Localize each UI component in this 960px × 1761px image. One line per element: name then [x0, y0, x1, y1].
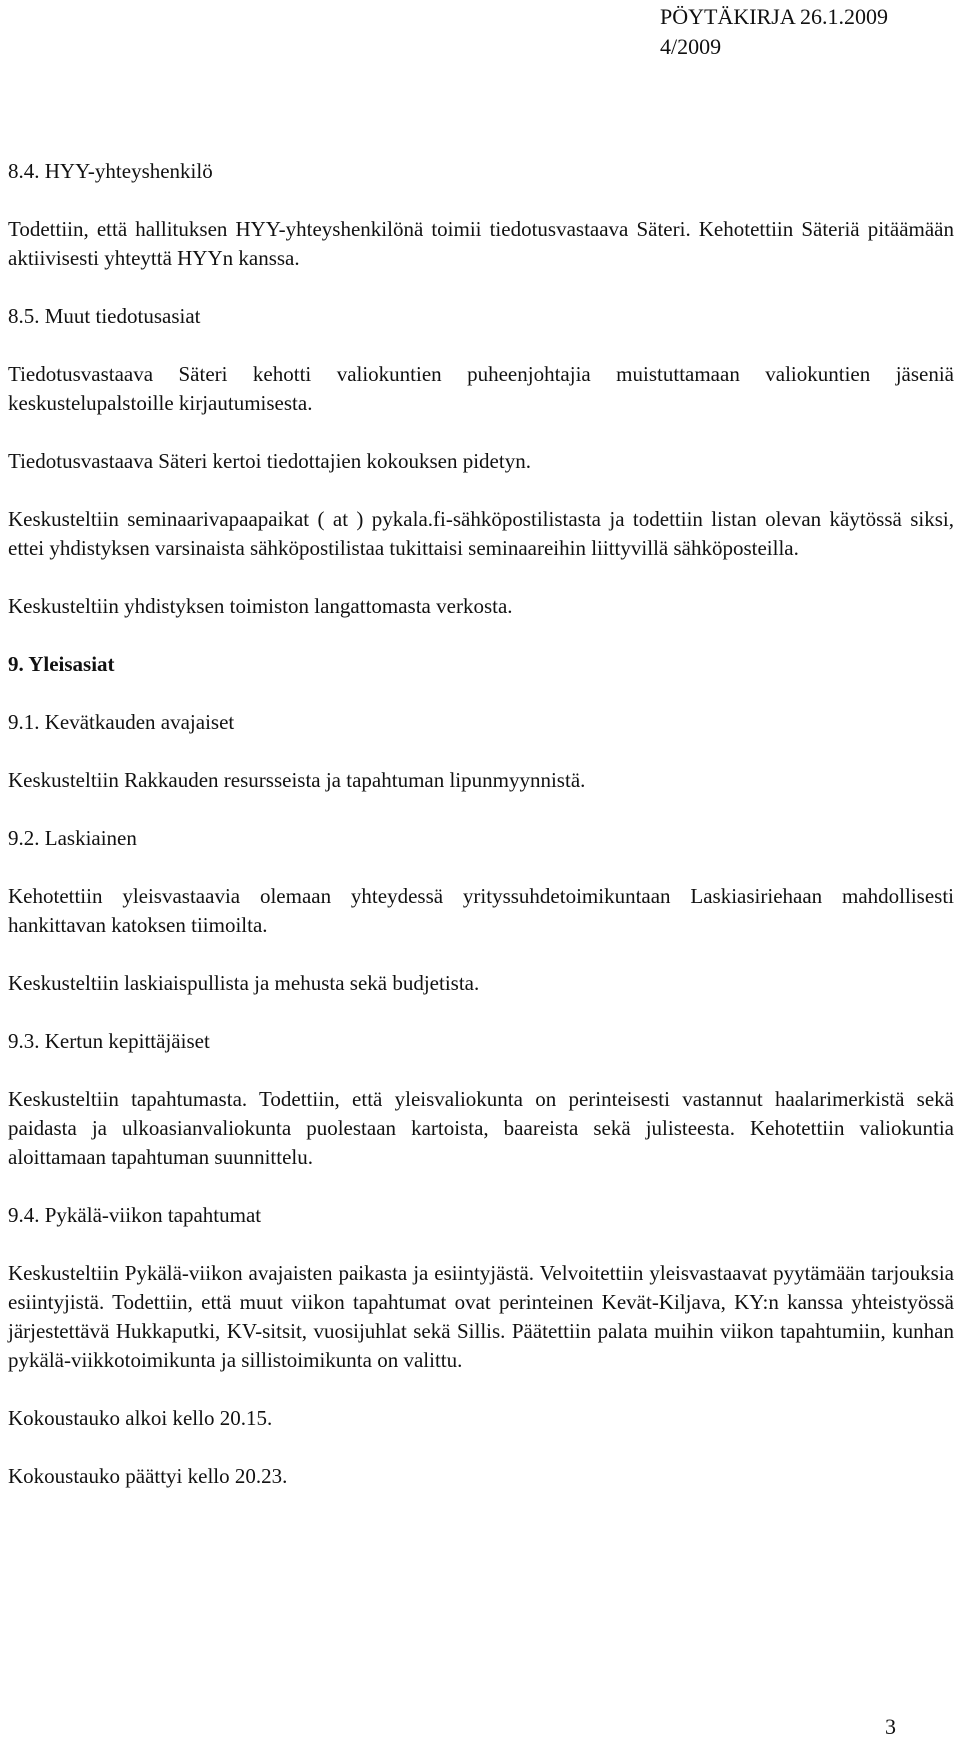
paragraph: Todettiin, että hallituksen HYY-yhteyshenkilönä toimii tiedotusvastaava Säteri. Kehotettiin Säteriä pitäämään aktiivisesti yhteyttä HYYn kanssa. — [8, 217, 954, 270]
paragraph: Tiedotusvastaava Säteri kertoi tiedottajien kokouksen pidetyn. — [8, 449, 531, 473]
header-number: 4/2009 — [660, 34, 722, 59]
paragraph: Tiedotusvastaava Säteri kehotti valiokuntien puheenjohtajia muistuttamaan valiokuntien jäseniä keskustelupalstoille kirjautumisesta. — [8, 362, 954, 415]
paragraph: Keskusteltiin laskiaispullista ja mehusta sekä budjetista. — [8, 971, 480, 995]
section-heading: 9.3. Kertun kepittäjäiset — [8, 1029, 210, 1053]
main-heading: 9. Yleisasiat — [8, 652, 115, 676]
section-heading: 8.4. HYY-yhteyshenkilö — [8, 159, 213, 183]
paragraph: Keskusteltiin Rakkauden resursseista ja tapahtuman lipunmyynnistä. — [8, 768, 586, 792]
document-header — [660, 2, 888, 62]
paragraph: Kehotettiin yleisvastaavia olemaan yhteydessä yrityssuhdetoimikuntaan Laskiasiriehaan mahdollisesti hankittavan katoksen tiimoilta. — [8, 884, 954, 937]
paragraph: Keskusteltiin seminaarivapaapaikat ( at ) pykala.fi-sähköpostilistasta ja todettiin listan olevan käytössä siksi, ettei yhdistyksen varsinaista sähköpostilistaa tukittaisi seminaareihin liittyvillä sähköposteilla. — [8, 507, 954, 560]
paragraph: Keskusteltiin yhdistyksen toimiston langattomasta verkosta. — [8, 594, 513, 618]
page-number: 3 — [885, 1714, 896, 1739]
paragraph: Keskusteltiin Pykälä-viikon avajaisten paikasta ja esiintyjästä. Velvoitettiin yleisvastaavat pyytämään tarjouksia esiintyjistä. Todettiin, että muut viikon tapahtumat ovat perinteinen Kevät-Kiljava, KY:n kanssa yhteistyössä järjestettävä Hukkaputki, KV-sitsit, vuosijuhlat sekä Sillis. Päätettiin palata muihin viikon tapahtumiin, kunhan pykälä-viikkotoimikunta ja sillistoimikunta on valittu. — [8, 1261, 954, 1372]
header-title: PÖYTÄKIRJA 26.1.2009 — [660, 4, 888, 29]
paragraph: Keskusteltiin tapahtumasta. Todettiin, että yleisvaliokunta on perinteisesti vastannut haalarimerkistä sekä paidasta ja ulkoasianvaliokunta puolestaan kartoista, baareista sekä julisteesta. Kehotettiin valiokuntia aloittamaan tapahtuman suunnittelu. — [8, 1087, 954, 1169]
section-heading: 9.4. Pykälä-viikon tapahtumat — [8, 1203, 262, 1227]
document-body — [8, 157, 954, 1491]
paragraph: Kokoustauko alkoi kello 20.15. — [8, 1406, 273, 1430]
section-heading: 8.5. Muut tiedotusasiat — [8, 304, 201, 328]
section-heading: 9.2. Laskiainen — [8, 826, 137, 850]
section-heading: 9.1. Kevätkauden avajaiset — [8, 710, 235, 734]
paragraph: Kokoustauko päättyi kello 20.23. — [8, 1464, 288, 1488]
